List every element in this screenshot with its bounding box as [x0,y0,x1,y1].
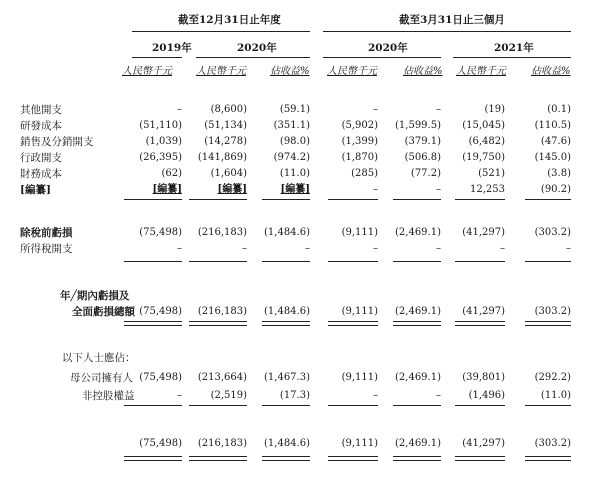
single-rule [262,199,310,200]
table-cell: (9,111) [341,306,378,317]
table-cell: (47.6) [540,136,571,147]
single-rule [262,405,310,406]
unit-header: 人民幣千元 [456,66,506,77]
table-cell: – [177,390,182,401]
table-cell: – [373,184,378,195]
table-cell: (303.2) [534,306,571,317]
table-cell: (216,183) [197,227,247,238]
table-cell: (9,111) [341,372,378,383]
table-cell: (17.3) [279,390,310,401]
table-cell: (1,484.6) [264,227,310,238]
single-rule [328,405,378,406]
table-cell: (1,484.6) [264,438,310,449]
table-cell: (19) [484,104,505,115]
single-rule [525,199,571,200]
table-cell: (11.0) [279,168,310,179]
row-label: 行政開支 [20,152,62,164]
header-rule [323,31,571,32]
table-cell: (303.2) [534,438,571,449]
year-2020-quarter: 2020年 [368,42,408,54]
table-cell: (6,482) [468,136,505,147]
table-cell: (285) [351,168,378,179]
unit-header: 佔收益% [403,66,443,77]
year-rule [323,57,441,58]
unit-header: 人民幣千元 [327,66,377,77]
table-cell: (1,484.6) [264,306,310,317]
table-cell: (2,519) [210,390,247,401]
double-rule [189,456,247,461]
double-rule [124,321,182,326]
row-label: 財務成本 [20,168,62,180]
header-rule [132,31,310,32]
table-cell: – [373,390,378,401]
unit-header: 佔收益% [531,66,571,77]
single-rule [124,199,182,200]
single-rule [124,405,182,406]
table-cell: (379.1) [404,136,441,147]
table-cell: (292.2) [534,372,571,383]
year-2021-quarter: 2021年 [494,42,534,54]
table-cell: (1,467.3) [264,372,310,383]
table-cell: [編纂] [152,184,182,195]
table-cell: (41,297) [462,438,505,449]
year-2020-annual: 2020年 [237,42,277,54]
double-rule [328,321,378,326]
table-cell: (216,183) [197,306,247,317]
table-cell: 12,253 [470,184,505,195]
table-cell: (2,469.1) [395,372,441,383]
table-cell: [編纂] [280,184,310,195]
table-cell: (351.1) [273,120,310,131]
table-cell: (26,395) [139,152,182,163]
single-rule [124,261,182,262]
table-cell: (1,496) [468,390,505,401]
table-cell: (75,498) [139,372,182,383]
table-cell: (9,111) [341,438,378,449]
double-rule [455,321,505,326]
table-cell: – [436,243,441,254]
table-cell: – [566,243,571,254]
table-cell: (14,278) [204,136,247,147]
table-cell: (75,498) [139,438,182,449]
table-cell: (75,498) [139,306,182,317]
row-label: 非控股權益 [82,390,135,402]
table-cell: (8,600) [210,104,247,115]
row-label: 年╱期內虧損及 [60,290,130,302]
single-rule [525,405,571,406]
table-cell: (303.2) [534,227,571,238]
table-cell: – [436,390,441,401]
row-label: 全面虧損總額 [72,306,135,318]
row-label: 以下人士應佔： [62,352,136,364]
single-rule [455,405,505,406]
table-cell: (90.2) [540,184,571,195]
double-rule [393,321,441,326]
table-cell: (3.8) [547,168,571,179]
double-rule [328,456,378,461]
table-cell: (145.0) [534,152,571,163]
table-cell: (11.0) [540,390,571,401]
double-rule [262,456,310,461]
row-label: [編纂] [20,184,51,196]
table-cell: – [242,243,247,254]
table-cell: (51,134) [204,120,247,131]
single-rule [455,199,505,200]
table-cell: – [177,243,182,254]
table-cell: – [177,104,182,115]
group-header-quarter: 截至3月31日止三個月 [399,14,505,26]
double-rule [455,456,505,461]
table-cell: (2,469.1) [395,306,441,317]
table-cell: (0.1) [547,104,571,115]
single-rule [328,199,378,200]
single-rule [189,261,247,262]
single-rule [189,199,247,200]
table-cell: [編纂] [217,184,247,195]
table-cell: (1,599.5) [395,120,441,131]
table-cell: (75,498) [139,227,182,238]
double-rule [189,321,247,326]
row-label: 銷售及分銷開支 [20,136,94,148]
table-cell: – [305,243,310,254]
table-cell: (2,469.1) [395,227,441,238]
table-cell: – [500,243,505,254]
single-rule [393,405,441,406]
year-rule [196,57,310,58]
single-rule [189,405,247,406]
table-cell: (1,870) [341,152,378,163]
single-rule [525,261,571,262]
table-cell: (15,045) [462,120,505,131]
table-cell: – [436,184,441,195]
table-cell: – [436,104,441,115]
row-label: 研發成本 [20,120,62,132]
year-rule [132,57,182,58]
table-cell: (59.1) [279,104,310,115]
table-cell: (974.2) [273,152,310,163]
table-cell: (2,469.1) [395,438,441,449]
year-rule [453,57,571,58]
double-rule [393,456,441,461]
single-rule [455,261,505,262]
table-cell: (5,902) [341,120,378,131]
table-cell: (110.5) [534,120,571,131]
table-cell: (213,664) [197,372,247,383]
double-rule [525,456,571,461]
double-rule [124,456,182,461]
single-rule [262,261,310,262]
row-label: 所得稅開支 [20,243,73,255]
table-cell: – [373,243,378,254]
double-rule [262,321,310,326]
unit-header: 佔收益% [270,66,310,77]
row-label: 母公司擁有人 [70,372,133,384]
single-rule [393,261,441,262]
table-cell: (216,183) [197,438,247,449]
single-rule [393,199,441,200]
table-cell: (77.2) [410,168,441,179]
group-header-year: 截至12月31日止年度 [178,14,281,26]
unit-header: 人民幣千元 [196,66,246,77]
table-cell: (141,869) [197,152,247,163]
table-cell: (521) [478,168,505,179]
table-cell: (62) [161,168,182,179]
table-cell: (1,399) [341,136,378,147]
table-cell: (98.0) [279,136,310,147]
table-cell: (9,111) [341,227,378,238]
table-cell: (506.8) [404,152,441,163]
unit-header: 人民幣千元 [122,66,172,77]
table-cell: (41,297) [462,306,505,317]
table-cell: (1,604) [210,168,247,179]
table-cell: – [373,104,378,115]
table-cell: (19,750) [462,152,505,163]
table-cell: (41,297) [462,227,505,238]
single-rule [328,261,378,262]
year-2019: 2019年 [152,42,192,54]
row-label: 其他開支 [20,104,62,116]
table-cell: (39,801) [462,372,505,383]
table-cell: (1,039) [145,136,182,147]
double-rule [525,321,571,326]
table-cell: (51,110) [139,120,182,131]
row-label: 除稅前虧損 [20,227,73,239]
